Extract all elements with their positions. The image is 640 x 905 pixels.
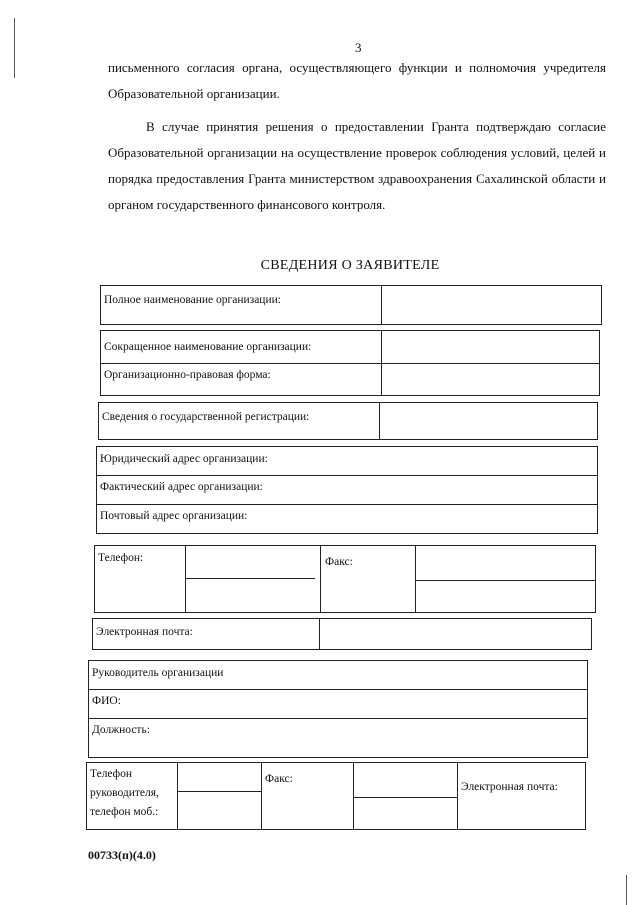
- document-code: 00733(п)(4.0): [88, 848, 156, 862]
- short-name-block: [100, 330, 600, 396]
- phone-fax-divider: [320, 546, 321, 612]
- email-field[interactable]: [320, 619, 591, 649]
- head-divider-2: [89, 718, 587, 719]
- registration-row: [98, 402, 598, 440]
- fax-field-2[interactable]: [416, 581, 595, 612]
- address-divider-1: [97, 475, 597, 476]
- address-divider-2: [97, 504, 597, 505]
- full-name-field[interactable]: [382, 286, 601, 324]
- head-divider-1: [89, 689, 587, 690]
- short-name-field[interactable]: [382, 331, 599, 362]
- head-fax-field-2[interactable]: [354, 798, 457, 829]
- head-phone-label-line1: Телефон: [90, 768, 133, 780]
- head-phone-label-line2: руководителя,: [90, 787, 159, 799]
- short-name-label: Сокращенное наименование организации:: [104, 341, 312, 353]
- head-phone-field-2[interactable]: [178, 792, 261, 829]
- legal-address-label: Юридический адрес организации:: [100, 453, 268, 465]
- phone-label: Телефон:: [98, 552, 144, 564]
- position-label: Должность:: [92, 724, 150, 736]
- phone-fax-block: [94, 545, 596, 613]
- fio-label: ФИО:: [92, 695, 121, 707]
- legal-form-label: Организационно-правовая форма:: [104, 369, 271, 381]
- head-contacts-block: [86, 762, 586, 830]
- phone-field-1[interactable]: [186, 546, 315, 577]
- head-block: [88, 660, 588, 758]
- registration-label: Сведения о государственной регистрации:: [102, 411, 310, 423]
- fax-label: Факс:: [325, 556, 353, 568]
- head-phone-fax-divider: [261, 763, 262, 829]
- phone-field-2[interactable]: [186, 579, 315, 612]
- full-name-row: [100, 285, 602, 325]
- email-label: Электронная почта:: [96, 626, 193, 638]
- paragraph-1: письменного согласия органа, осуществляющего функции и полномочия учредителя Образовательной организации.: [108, 60, 606, 101]
- section-title: СВЕДЕНИЯ О ЗАЯВИТЕЛЕ: [260, 258, 440, 273]
- legal-form-field[interactable]: [382, 364, 599, 395]
- paragraph-2: В случае принятия решения о предоставлении Гранта подтверждаю согласие Образовательной организации на осуществление проверок соблюдения условий, целей и порядка предоставления Гранта министерством здравоохранения Сахалинской области и органом государственного финансового контроля.: [108, 119, 606, 212]
- head-phone-label-line3: телефон моб.:: [90, 806, 159, 818]
- fax-field-1[interactable]: [416, 546, 595, 579]
- head-phone-field-1[interactable]: [178, 763, 261, 790]
- registration-field[interactable]: [380, 403, 597, 439]
- postal-address-label: Почтовый адрес организации:: [100, 510, 248, 522]
- margin-mark-top: [14, 18, 15, 78]
- head-fax-label: Факс:: [265, 773, 293, 785]
- full-name-label: Полное наименование организации:: [104, 294, 281, 306]
- email-row: [92, 618, 592, 650]
- head-fax-email-divider: [457, 763, 458, 829]
- addresses-block: [96, 446, 598, 534]
- page-number: 3: [355, 40, 362, 55]
- margin-mark-bottom: [626, 875, 627, 905]
- actual-address-label: Фактический адрес организации:: [100, 481, 263, 493]
- head-email-label: Электронная почта:: [461, 781, 558, 793]
- head-fax-field-1[interactable]: [354, 763, 457, 796]
- head-label: Руководитель организации: [92, 667, 224, 679]
